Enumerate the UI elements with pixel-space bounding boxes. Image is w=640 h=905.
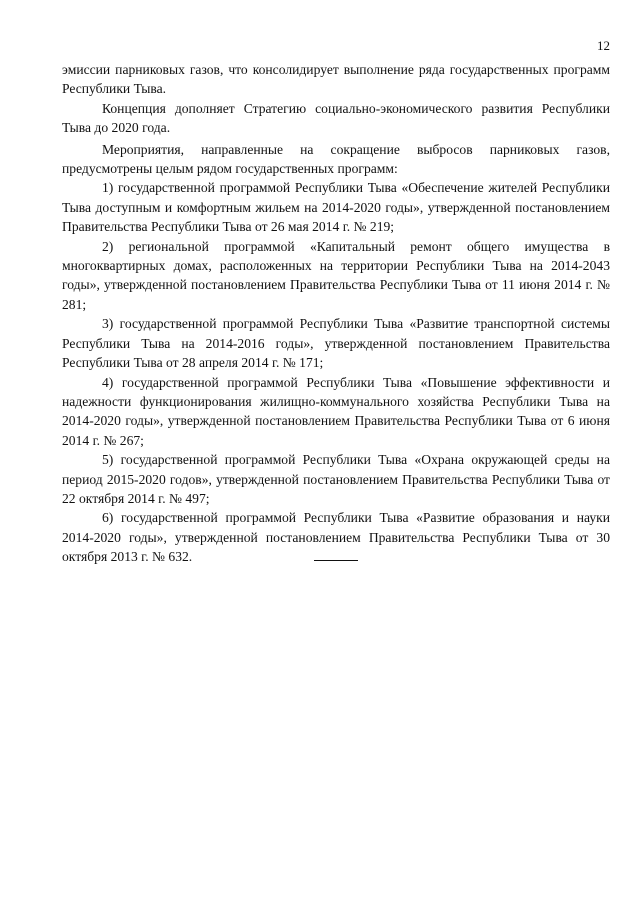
- body-text: [62, 60, 610, 567]
- list-item-program-5: 5) государственной программой Республики Тыва «Охрана окружающей среды на период 2015-2020 годов», утвержденной постановлением Правительства Республики Тыва от 22 октября 2014 г. № 497;: [62, 452, 610, 506]
- list-item-program-3: 3) государственной программой Республики Тыва «Развитие транспортной системы Республики Тыва на 2014-2016 годы», утвержденной постановлением Правительства Республики Тыва от 28 апреля 2014 г. № 171;: [62, 316, 610, 371]
- paragraph-measures-intro: Мероприятия, направленные на сокращение выбросов парниковых газов, предусмотрены целым рядом государственных программ:: [62, 141, 610, 177]
- closing-separator-line: [314, 560, 358, 561]
- list-item-program-1: 1) государственной программой Республики Тыва «Обеспечение жителей Республики Тыва доступным и комфортным жильем на 2014-2020 годы», утвержденной постановлением Правительства Республики Тыва от 26 мая 2014 г. № 219;: [62, 180, 610, 235]
- paragraph-emissions-intro: эмиссии парниковых газов, что консолидирует выполнение ряда государственных программ Республики Тыва.: [62, 62, 610, 97]
- list-item-program-6: 6) государственной программой Республики Тыва «Развитие образования и науки 2014-2020 годы», утвержденной постановлением Правительства Республики Тыва от 30 октября 2013 г. № 632.: [62, 510, 610, 565]
- list-item-program-4: 4) государственной программой Республики Тыва «Повышение эффективности и надежности функционирования жилищно-коммунального хозяйства Республики Тыва на 2014-2020 годы», утвержденной постановлением Правительства Республики Тыва от 6 июня 2014 г. № 267;: [62, 374, 610, 448]
- page-number: 12: [597, 38, 610, 53]
- list-item-program-2: 2) региональной программой «Капитальный ремонт общего имущества в многоквартирных домах, расположенных на территории Республики Тыва на 2014-2043 годы», утвержденной постановлением Правительства Республики Тыва от 11 июня 2014 г. № 281;: [62, 238, 610, 312]
- paragraph-concept-strategy: Концепция дополняет Стратегию социально-экономического развития Республики Тыва до 2020 года.: [62, 100, 610, 136]
